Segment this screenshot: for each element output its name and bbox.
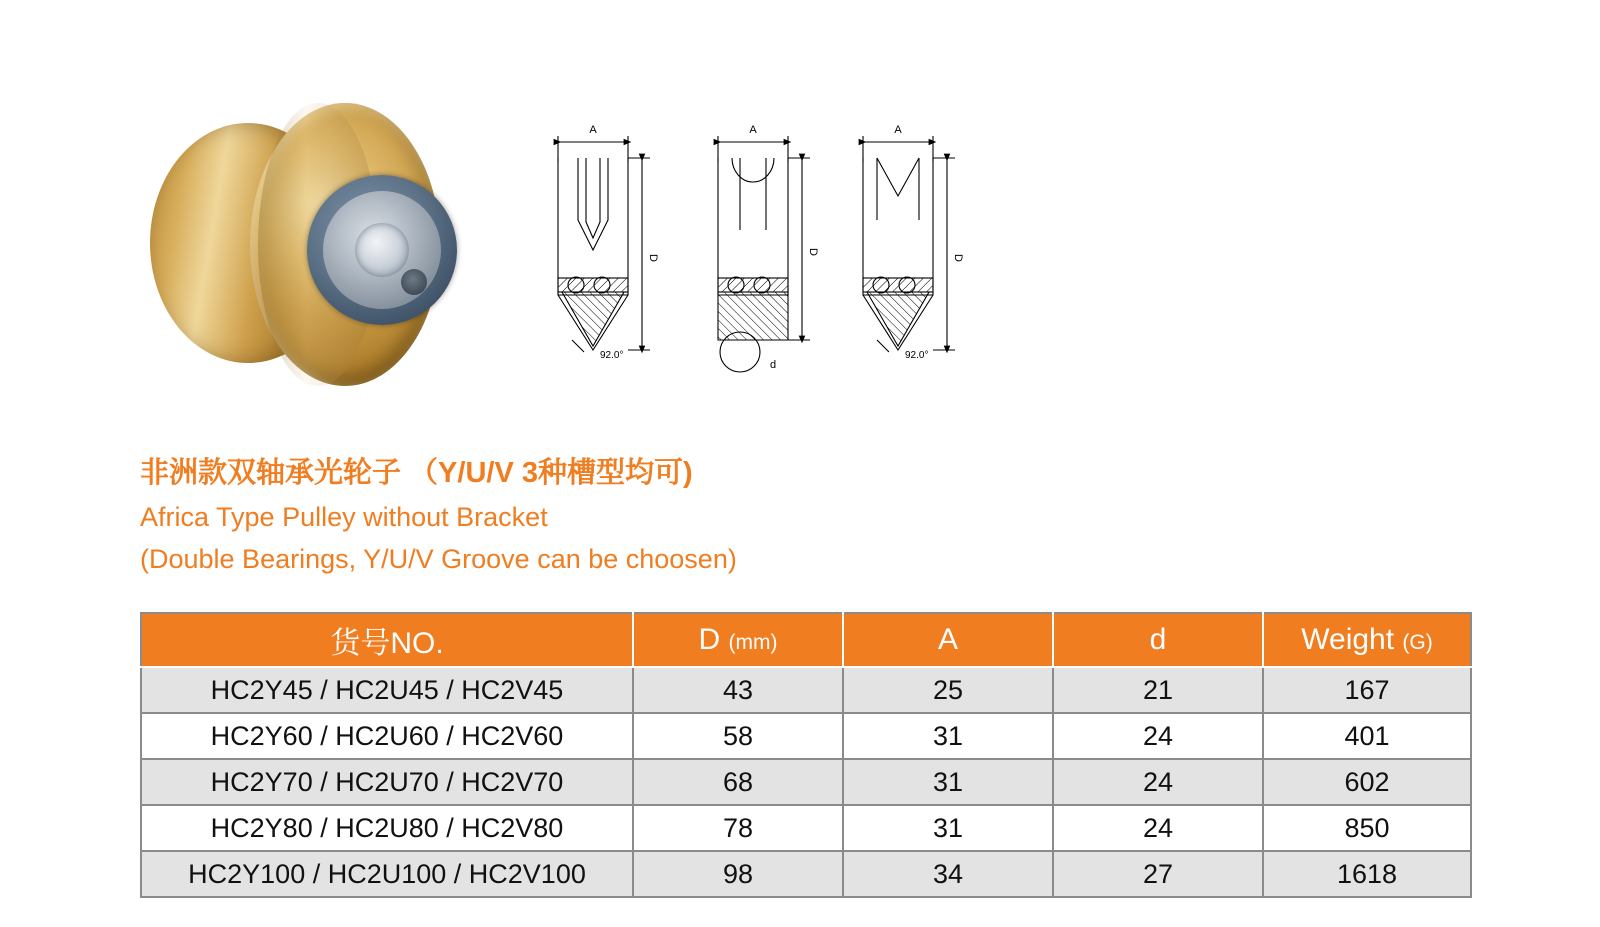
specification-table bbox=[140, 612, 1472, 898]
cell-dsmall: 24 bbox=[1053, 759, 1263, 805]
caption-english-line2: (Double Bearings, Y/U/V Groove can be choosen) bbox=[140, 543, 737, 574]
column-header-d-unit: (mm) bbox=[728, 631, 778, 654]
table-row bbox=[141, 667, 1471, 713]
column-header-dsmall-label: d bbox=[1149, 623, 1167, 656]
table-row bbox=[141, 759, 1471, 805]
cell-weight: 602 bbox=[1263, 759, 1471, 805]
technical-drawings bbox=[540, 100, 1000, 410]
bearing-bore bbox=[401, 269, 427, 295]
cell-weight: 850 bbox=[1263, 805, 1471, 851]
column-header-a-label: A bbox=[937, 623, 958, 656]
cell-no: HC2Y70 / HC2U70 / HC2V70 bbox=[141, 759, 633, 805]
cell-dsmall: 24 bbox=[1053, 713, 1263, 759]
product-photo bbox=[140, 95, 440, 395]
cell-no: HC2Y80 / HC2U80 / HC2V80 bbox=[141, 805, 633, 851]
cell-no: HC2Y45 / HC2U45 / HC2V45 bbox=[141, 667, 633, 713]
cell-d: 98 bbox=[633, 851, 843, 897]
cell-no: HC2Y100 / HC2U100 / HC2V100 bbox=[141, 851, 633, 897]
cell-weight: 401 bbox=[1263, 713, 1471, 759]
column-header-weight-unit: (G) bbox=[1402, 631, 1433, 654]
bearing-inner-ring bbox=[355, 223, 409, 277]
bearing-middle-ring bbox=[323, 191, 441, 309]
cell-weight: 167 bbox=[1263, 667, 1471, 713]
bearing-outer-ring bbox=[307, 175, 457, 325]
cell-dsmall: 27 bbox=[1053, 851, 1263, 897]
cell-a: 31 bbox=[843, 805, 1053, 851]
cell-a: 34 bbox=[843, 851, 1053, 897]
table-row bbox=[141, 713, 1471, 759]
caption-english-line1: Africa Type Pulley without Bracket bbox=[140, 501, 548, 532]
column-header-d bbox=[633, 613, 843, 667]
cell-d: 78 bbox=[633, 805, 843, 851]
table-row bbox=[141, 851, 1471, 897]
cell-weight: 1618 bbox=[1263, 851, 1471, 897]
svg-text:D: D bbox=[952, 254, 964, 262]
caption-chinese: 非洲款双轴承光轮子 （Y/U/V 3种槽型均可) bbox=[140, 457, 693, 489]
svg-text:d: d bbox=[770, 359, 777, 371]
svg-text:92.0°: 92.0° bbox=[905, 350, 929, 361]
cell-a: 25 bbox=[843, 667, 1053, 713]
svg-text:A: A bbox=[749, 124, 757, 136]
cell-dsmall: 21 bbox=[1053, 667, 1263, 713]
svg-text:A: A bbox=[589, 124, 597, 136]
column-header-a bbox=[843, 613, 1053, 667]
svg-text:A: A bbox=[894, 124, 902, 136]
svg-text:92.0°: 92.0° bbox=[600, 350, 624, 361]
cell-d: 43 bbox=[633, 667, 843, 713]
cell-a: 31 bbox=[843, 713, 1053, 759]
table-row bbox=[141, 805, 1471, 851]
cell-d: 68 bbox=[633, 759, 843, 805]
column-header-d-label: D bbox=[698, 623, 721, 656]
column-header-no-label: 货号NO. bbox=[330, 627, 444, 660]
cell-a: 31 bbox=[843, 759, 1053, 805]
column-header-dsmall bbox=[1053, 613, 1263, 667]
svg-text:D: D bbox=[807, 248, 819, 256]
table-header-row bbox=[141, 613, 1471, 667]
column-header-weight-label: Weight bbox=[1301, 623, 1395, 656]
cell-no: HC2Y60 / HC2U60 / HC2V60 bbox=[141, 713, 633, 759]
cell-d: 58 bbox=[633, 713, 843, 759]
cross-section-diagrams bbox=[540, 100, 1000, 410]
column-header-weight bbox=[1263, 613, 1471, 667]
pulley-body-face bbox=[250, 103, 440, 386]
svg-text:D: D bbox=[647, 254, 659, 262]
cell-dsmall: 24 bbox=[1053, 805, 1263, 851]
column-header-no bbox=[141, 613, 633, 667]
product-caption bbox=[140, 455, 737, 577]
